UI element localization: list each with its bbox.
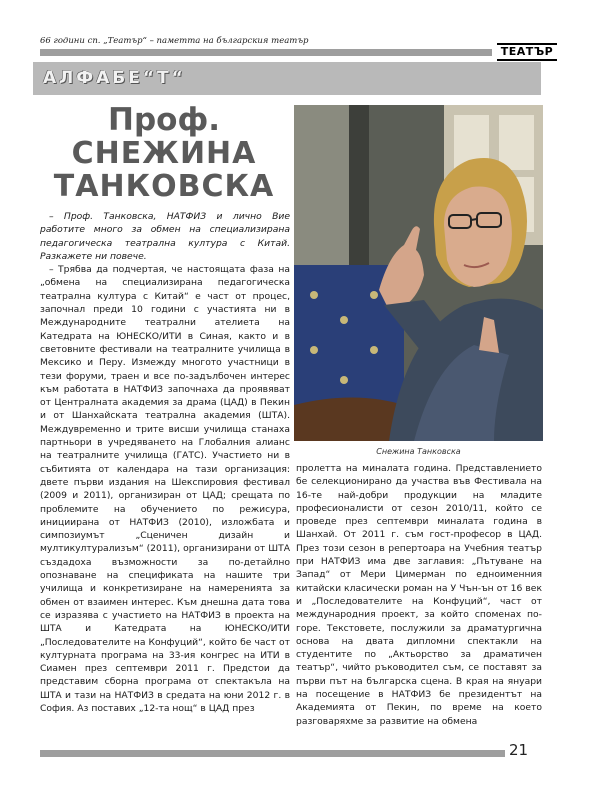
article-headline [40, 104, 288, 203]
interview-answer-part-1: – Трябва да подчертая, че настоящата фаза на „обмена на специализирана педагогическа театрална култура с Китай“ е част от процес, започнал преди 10 години с участията ни в Международните театрални ателиета на Катедрата на ЮНЕСКО/ИТИ в Синая, както и в световните фестивали на театралните училища в Мексико и Перу. Измежду многото участници в тези форуми, траен и все по-задълбочен интерес към работата в НАТФИЗ започнаха да проявяват от Централната академия за драма (ЦАД) в Пекин и от Шанхайската театрална академия (ШТА). Междувременно и трите висши училища станаха партньори в учредяването на Глобалния алианс на театралните училища (ГАТС). Участието ни в събитията от календара на тази организация: двете първи издания на Шекспировия фестивал (2009 и 2011), организиран от ЦАД; срещата по проблемите на обучението по режисура, инициирана от НАТФИЗ (2010), изложбата и симпозиумът „Сценичен дизайн и мултикултурализъм“ (2011), организирани от ШТА създадоха възможности за по-детайлно опознаване на спецификата на нашите три училища и конкретизиране на намеренията за обмен от взаимен интерес. Към днешна дата това се изразява с участието на НАТФИЗ в проекта на ШТА и Катедрата на ЮНЕСКО/ИТИ „Последователите на Конфуций“, който бе част от културната програма на 33-ия конгрес на ИТИ в Сиамен през септември 2011 г. Предстои да представим сборна програма от спектакъла на ШТА и тази на НАТФИЗ в средата на юни 2012 г. в София. Аз поставих „12-та нощ“ в ЦАД през [40, 264, 290, 714]
section-banner [33, 62, 541, 95]
footer-rule [40, 750, 505, 757]
portrait-photo [294, 105, 543, 441]
photo-caption: Снежина Танковска [376, 447, 461, 456]
headline-last-name: ТАНКОВСКА [53, 169, 275, 204]
interview-question: – Проф. Танковска, НАТФИЗ и лично Вие работите много за обмен на специализирана педагогическа театрална култура с Китай. Разкажете ни повече. [40, 211, 290, 262]
left-text-column [40, 210, 290, 715]
header-rule [40, 49, 492, 56]
magazine-logo: ТЕАТЪР [497, 43, 557, 61]
page-number: 21 [509, 741, 529, 759]
right-text-column [296, 462, 542, 728]
headline-first-name: СНЕЖИНА [71, 136, 257, 171]
interview-answer-part-2: пролетта на миналата година. Представлението бе селекционирано да участва във Фестивала на 16-те най-добри продукции на младите професионалисти от сезон 2010/11, който се проведе през септември миналата година в Шанхай. От 2011 г. съм гост-професор в ЦАД. През този сезон в репертоара на Учебния театър при НАТФИЗ има две заглавия: „Пътуване на Запад“ от Мери Цимерман по едноименния китайски класически роман на У Чън-ън от 16 век и „Последователите на Конфуций“, част от международния проект, за който споменах по-горе. Текстовете, послужили за драматургична основа на двата дипломни спектакли на студентите по „Актьорство за драматичен театър“, чийто ръководител съм, се поставят за първи път на българска сцена. В края на януари на посещение в НАТФИЗ бе президентът на Академията от Пекин, по време на което разговаряхме за развитие на обмена [296, 463, 542, 727]
running-head: 66 години сп. „Театър“ – паметта на българския театър [40, 36, 309, 46]
headline-title-prefix: Проф. [108, 102, 220, 138]
section-title: АЛФАБЕ“Т“ [43, 68, 186, 88]
